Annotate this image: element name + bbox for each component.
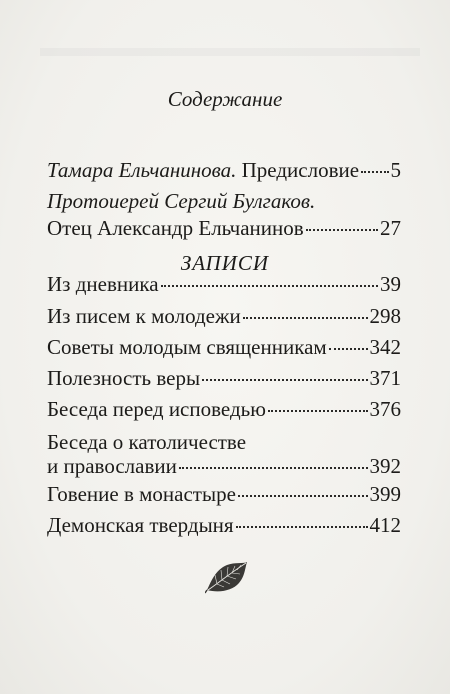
entry-author: Тамара Ельчанинова.	[47, 158, 237, 182]
toc-item[interactable]	[47, 335, 401, 359]
item-page: 39	[380, 272, 401, 296]
item-label: Говение в монастыре	[47, 482, 236, 506]
leader-dots	[236, 526, 368, 528]
item-page: 399	[369, 482, 401, 506]
entry-label: Предисловие	[241, 158, 360, 182]
leader-dots	[268, 410, 368, 412]
item-page: 412	[369, 513, 401, 537]
leader-dots	[179, 467, 368, 469]
toc-title: Содержание	[167, 87, 283, 111]
item-label: Беседа перед исповедью	[47, 397, 266, 421]
leader-dots	[238, 495, 368, 497]
toc-item[interactable]	[47, 304, 401, 328]
show-through	[40, 48, 420, 56]
entry-page: 27	[380, 216, 401, 240]
item-label: Демонская твердыня	[47, 513, 234, 537]
toc-entry-preface[interactable]	[47, 158, 401, 182]
entry-author: Протоиерей Сергий Булгаков.	[47, 189, 316, 213]
toc-entry-bulgakov[interactable]	[47, 189, 401, 240]
toc-item[interactable]	[47, 272, 401, 296]
item-page: 371	[369, 366, 401, 390]
leader-dots	[329, 348, 368, 350]
item-label-line1: Беседа о католичестве	[47, 430, 247, 454]
leader-dots	[202, 379, 367, 381]
toc-item[interactable]	[47, 366, 401, 390]
item-label: Из дневника	[47, 272, 159, 296]
entry-page: 5	[390, 158, 401, 182]
toc-item[interactable]	[47, 430, 401, 478]
entry-label: Отец Александр Ельчанинов	[47, 216, 304, 240]
item-label: Из писем к молодежи	[47, 304, 241, 328]
section-title: ЗАПИСИ	[180, 251, 270, 275]
toc-item[interactable]	[47, 513, 401, 537]
item-label: Советы молодым священникам	[47, 335, 327, 359]
item-page: 342	[369, 335, 401, 359]
birch-leaf-icon	[205, 560, 249, 596]
leader-dots	[243, 317, 368, 319]
item-label: Полезность веры	[47, 366, 201, 390]
toc-item[interactable]	[47, 482, 401, 506]
leader-dots	[161, 285, 378, 287]
leader-dots	[361, 171, 388, 173]
item-label-line2: и православии	[47, 454, 177, 478]
leader-dots	[306, 229, 378, 231]
item-page: 298	[369, 304, 401, 328]
item-page: 392	[369, 454, 401, 478]
toc-item[interactable]	[47, 397, 401, 421]
item-page: 376	[369, 397, 401, 421]
